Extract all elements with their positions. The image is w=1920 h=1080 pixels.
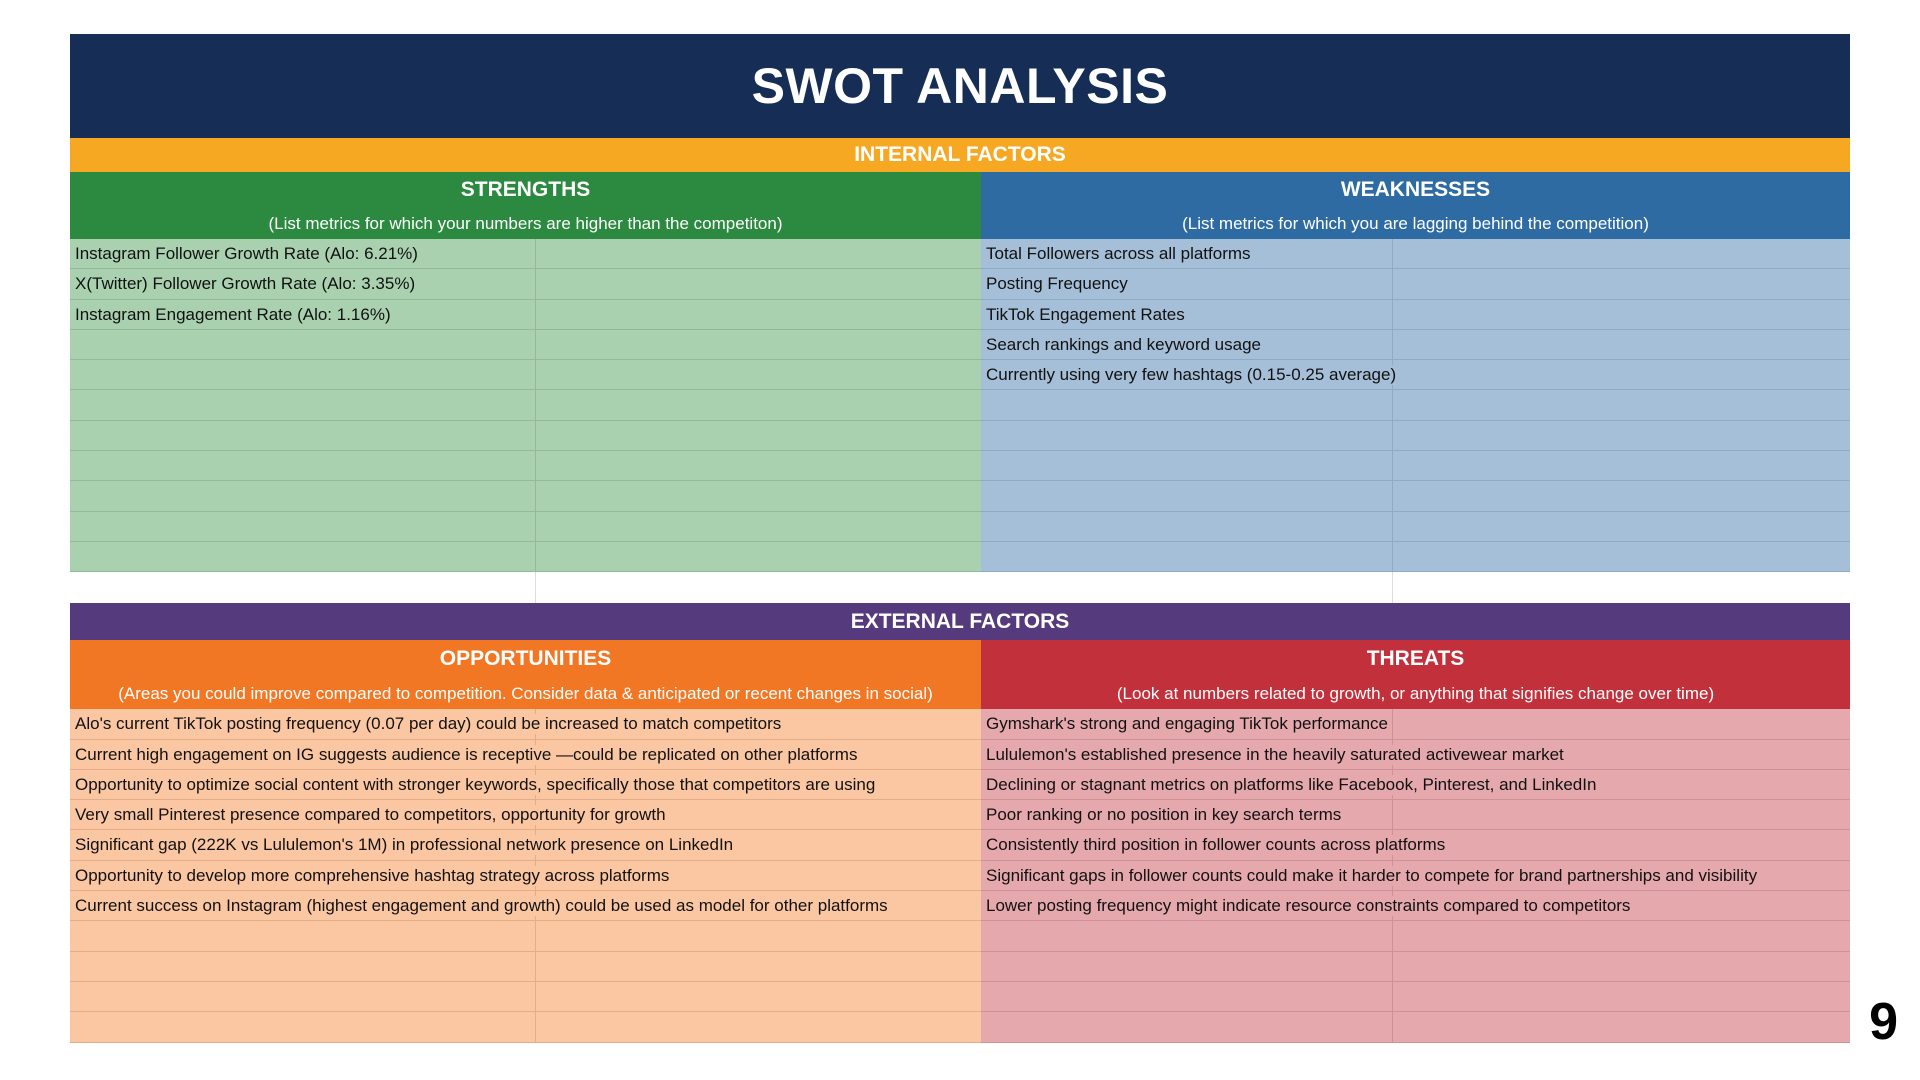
weaknesses-row: [981, 269, 1850, 299]
threats-row: [981, 982, 1850, 1012]
strengths-item: Instagram Engagement Rate (Alo: 1.16%): [75, 304, 391, 324]
internal-quadrants: [70, 172, 1850, 572]
opportunities-row: [70, 770, 981, 800]
strengths-row: [70, 360, 981, 390]
threats-item: Lower posting frequency might indicate resource constraints compared to competitors: [986, 896, 1631, 916]
opportunities-row: [70, 921, 981, 951]
weaknesses-heading: WEAKNESSES: [981, 172, 1850, 208]
page-number: 9: [1869, 993, 1898, 1051]
opportunities-row: [70, 830, 981, 860]
threats-row: [981, 1012, 1850, 1042]
strengths-row: [70, 512, 981, 542]
threats-row: [981, 861, 1850, 891]
weaknesses-row: [981, 330, 1850, 360]
opportunities-row: [70, 1012, 981, 1042]
opportunities-heading: OPPORTUNITIES: [70, 640, 981, 678]
threats-row: [981, 770, 1850, 800]
internal-factors-header: INTERNAL FACTORS: [70, 138, 1850, 172]
opportunities-section: [70, 640, 981, 1042]
weaknesses-subheading: (List metrics for which you are lagging behind the competition): [981, 208, 1850, 239]
threats-row: [981, 921, 1850, 951]
opportunities-item: Alo's current TikTok posting frequency (0.07 per day) could be increased to match competitors: [75, 714, 782, 734]
threats-item: Lululemon's established presence in the heavily saturated activewear market: [986, 744, 1564, 764]
opportunities-item: Significant gap (222K vs Lululemon's 1M) in professional network presence on LinkedIn: [75, 835, 734, 855]
swot-title: SWOT ANALYSIS: [70, 34, 1850, 138]
weaknesses-item: TikTok Engagement Rates: [986, 304, 1185, 324]
strengths-subheading: (List metrics for which your numbers are higher than the competiton): [70, 208, 981, 239]
threats-item: Gymshark's strong and engaging TikTok performance: [986, 714, 1388, 734]
threats-row: [981, 952, 1850, 982]
weaknesses-row: [981, 512, 1850, 542]
weaknesses-column-divider: [1392, 239, 1393, 572]
threats-row: [981, 830, 1850, 860]
threats-item: Consistently third position in follower counts across platforms: [986, 835, 1446, 855]
strengths-column-divider: [535, 239, 536, 572]
weaknesses-row: [981, 481, 1850, 511]
strengths-row: [70, 421, 981, 451]
weaknesses-row: [981, 360, 1850, 390]
threats-section: [981, 640, 1850, 1042]
threats-row: [981, 891, 1850, 921]
threats-item: Poor ranking or no position in key search terms: [986, 805, 1342, 825]
strengths-row: [70, 390, 981, 420]
weaknesses-row: [981, 390, 1850, 420]
weaknesses-item: Posting Frequency: [986, 274, 1128, 294]
swot-sheet: [70, 34, 1850, 1043]
threats-heading: THREATS: [981, 640, 1850, 678]
external-factors-header: EXTERNAL FACTORS: [70, 603, 1850, 640]
strengths-row: [70, 269, 981, 299]
opportunities-item: Opportunity to develop more comprehensive hashtag strategy across platforms: [75, 865, 670, 885]
strengths-row: [70, 330, 981, 360]
opportunities-list: [70, 709, 981, 1042]
opportunities-item: Opportunity to optimize social content with stronger keywords, specifically those that competitors are using: [75, 774, 876, 794]
opportunities-item: Current success on Instagram (highest engagement and growth) could be used as model for other platforms: [75, 896, 888, 916]
strengths-row: [70, 451, 981, 481]
opportunities-row: [70, 861, 981, 891]
threats-row: [981, 740, 1850, 770]
strengths-heading: STRENGTHS: [70, 172, 981, 208]
strengths-row: [70, 239, 981, 269]
weaknesses-row: [981, 542, 1850, 572]
spacer-right: [981, 572, 1850, 603]
opportunities-row: [70, 891, 981, 921]
weaknesses-row: [981, 421, 1850, 451]
threats-subheading: (Look at numbers related to growth, or anything that signifies change over time): [981, 678, 1850, 709]
opportunities-row: [70, 709, 981, 739]
opportunities-row: [70, 952, 981, 982]
strengths-row: [70, 481, 981, 511]
threats-row: [981, 800, 1850, 830]
threats-item: Significant gaps in follower counts could make it harder to compete for brand partnerships and visibility: [986, 865, 1758, 885]
strengths-list: [70, 239, 981, 572]
spacer-left: [70, 572, 981, 603]
strengths-item: Instagram Follower Growth Rate (Alo: 6.21%): [75, 244, 418, 263]
external-quadrants: [70, 640, 1850, 1042]
opportunities-item: Current high engagement on IG suggests audience is receptive —could be replicated on other platforms: [75, 744, 858, 764]
strengths-section: [70, 172, 981, 572]
weaknesses-row: [981, 239, 1850, 269]
weaknesses-item: Search rankings and keyword usage: [986, 334, 1261, 354]
strengths-row: [70, 542, 981, 572]
weaknesses-row: [981, 451, 1850, 481]
weaknesses-row: [981, 300, 1850, 330]
threats-row: [981, 709, 1850, 739]
opportunities-row: [70, 740, 981, 770]
spacer-row: [70, 572, 1850, 603]
weaknesses-item: Total Followers across all platforms: [986, 244, 1251, 263]
weaknesses-item: Currently using very few hashtags (0.15-0.25 average): [986, 365, 1397, 385]
weaknesses-list: [981, 239, 1850, 572]
strengths-item: X(Twitter) Follower Growth Rate (Alo: 3.35%): [75, 274, 416, 294]
strengths-row: [70, 300, 981, 330]
threats-item: Declining or stagnant metrics on platforms like Facebook, Pinterest, and LinkedIn: [986, 774, 1597, 794]
opportunities-row: [70, 982, 981, 1012]
opportunities-row: [70, 800, 981, 830]
opportunities-subheading: (Areas you could improve compared to competition. Consider data & anticipated or recent changes in social): [70, 678, 981, 709]
opportunities-item: Very small Pinterest presence compared to competitors, opportunity for growth: [75, 805, 666, 825]
weaknesses-section: [981, 172, 1850, 572]
threats-list: [981, 709, 1850, 1042]
